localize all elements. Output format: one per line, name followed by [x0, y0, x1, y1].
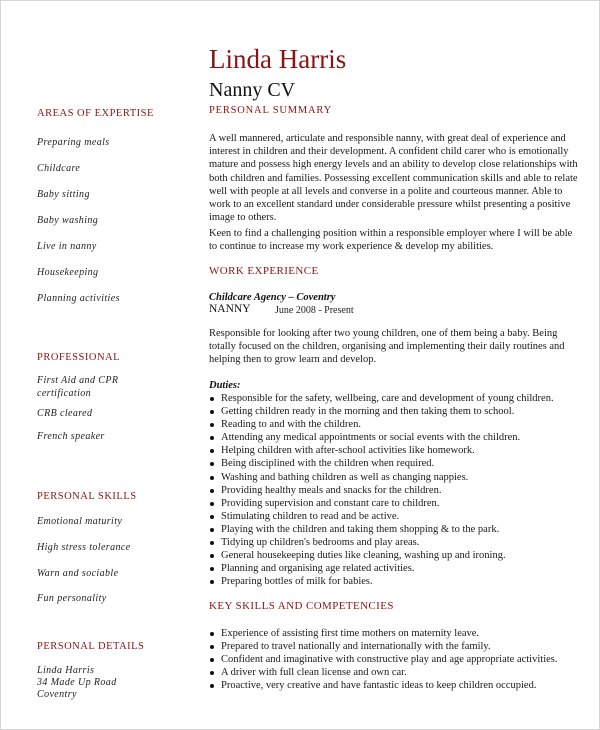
bullet-icon: [210, 541, 214, 545]
professional-heading: PROFESSIONAL: [37, 352, 121, 363]
employer-name: Childcare Agency – Coventry: [209, 292, 336, 303]
bullet-icon: [210, 671, 214, 675]
key-skills-heading: KEY SKILLS AND COMPETENCIES: [209, 600, 394, 612]
summary-paragraph: A well mannered, articulate and responsible nanny, with great deal of experience and interest in children and their development. A confident child carer who is emotionally mature and possess high energy levels and an ability to develop close relationships with both children and families. Possessing excellent communication skills and able to relate well with people at all levels and converse in a polite and courteous manner. Able to work to an excellent standard under considerable pressure whilst presenting a positive image to others.: [209, 133, 578, 224]
professional-item: CRB cleared: [37, 408, 93, 419]
expertise-item: Housekeeping: [37, 267, 99, 278]
personal-skill-item: Fun personality: [37, 593, 107, 604]
duty-item: Getting children ready in the morning and then taking them to school.: [209, 405, 589, 418]
skill-item: Confident and imaginative with constructive play and age appropriate activities.: [209, 653, 589, 666]
bullet-icon: [210, 632, 214, 636]
bullet-icon: [210, 436, 214, 440]
duty-item: Being disciplined with the children when required.: [209, 457, 589, 470]
candidate-name: Linda Harris: [209, 44, 347, 74]
duties-label: Duties:: [209, 380, 241, 391]
job-dates: June 2008 - Present: [275, 305, 354, 316]
expertise-item: Preparing meals: [37, 137, 110, 148]
expertise-item: Childcare: [37, 163, 81, 174]
duty-item: Attending any medical appointments or social events with the children.: [209, 431, 589, 444]
bullet-icon: [210, 567, 214, 571]
duty-item: General housekeeping duties like cleaning, washing up and ironing.: [209, 549, 589, 562]
details-address-line1: 34 Made Up Road: [37, 677, 117, 688]
bullet-icon: [210, 658, 214, 662]
bullet-icon: [210, 580, 214, 584]
skill-item: A driver with full clean license and own car.: [209, 666, 589, 679]
details-address-line2: Coventry: [37, 689, 77, 700]
personal-skill-item: Emotional maturity: [37, 516, 123, 527]
key-skills-list: [209, 627, 589, 692]
summary-objective: Keen to find a challenging position within a responsible employer where I will be able to continue to increase my work experience & develop my abilities.: [209, 228, 573, 253]
bullet-icon: [210, 449, 214, 453]
bullet-icon: [210, 462, 214, 466]
expertise-heading: AREAS OF EXPERTISE: [37, 108, 154, 119]
duty-item: Planning and organising age related activities.: [209, 562, 589, 575]
duty-item: Washing and bathing children as well as changing nappies.: [209, 471, 589, 484]
bullet-icon: [210, 423, 214, 427]
expertise-item: Live in nanny: [37, 241, 97, 252]
personal-details-heading: PERSONAL DETAILS: [37, 641, 145, 652]
skill-item: Experience of assisting first time mothers on maternity leave.: [209, 627, 589, 640]
skill-item: Prepared to travel nationally and internationally with the family.: [209, 640, 589, 653]
bullet-icon: [210, 515, 214, 519]
details-name: Linda Harris: [37, 665, 95, 676]
bullet-icon: [210, 554, 214, 558]
personal-skills-heading: PERSONAL SKILLS: [37, 491, 137, 502]
job-role: NANNY: [209, 303, 251, 315]
bullet-icon: [210, 645, 214, 649]
work-experience-heading: WORK EXPERIENCE: [209, 265, 319, 277]
duty-item: Playing with the children and taking them shopping & to the park.: [209, 523, 589, 536]
bullet-icon: [210, 410, 214, 414]
expertise-item: Planning activities: [37, 293, 120, 304]
duty-item: Reading to and with the children.: [209, 418, 589, 431]
professional-item: French speaker: [37, 431, 105, 442]
duty-item: Responsible for the safety, wellbeing, care and development of young children.: [209, 392, 589, 405]
duty-item: Providing supervision and constant care to children.: [209, 497, 589, 510]
duty-item: Preparing bottles of milk for babies.: [209, 575, 589, 588]
duty-item: Helping children with after-school activities like homework.: [209, 444, 589, 457]
bullet-icon: [210, 397, 214, 401]
professional-item: First Aid and CPR certification: [37, 375, 119, 399]
bullet-icon: [210, 502, 214, 506]
personal-skill-item: Warn and sociable: [37, 568, 119, 579]
bullet-icon: [210, 489, 214, 493]
personal-skill-item: High stress tolerance: [37, 542, 131, 553]
duty-item: Tidying up children's bedrooms and play areas.: [209, 536, 589, 549]
duty-item: Providing healthy meals and snacks for the children.: [209, 484, 589, 497]
expertise-item: Baby sitting: [37, 189, 90, 200]
skill-item: Proactive, very creative and have fantastic ideas to keep children occupied.: [209, 679, 589, 692]
summary-heading: PERSONAL SUMMARY: [209, 105, 332, 116]
document-title: Nanny CV: [209, 79, 296, 101]
bullet-icon: [210, 528, 214, 532]
expertise-item: Baby washing: [37, 215, 99, 226]
duty-item: Stimulating children to read and be active.: [209, 510, 589, 523]
bullet-icon: [210, 476, 214, 480]
bullet-icon: [210, 684, 214, 688]
job-description: Responsible for looking after two young children, one of them being a baby. Being totally focused on the children, organising and implementing their daily routines and helping then to grow learn and develop.: [209, 328, 565, 366]
duties-list: [209, 392, 589, 588]
